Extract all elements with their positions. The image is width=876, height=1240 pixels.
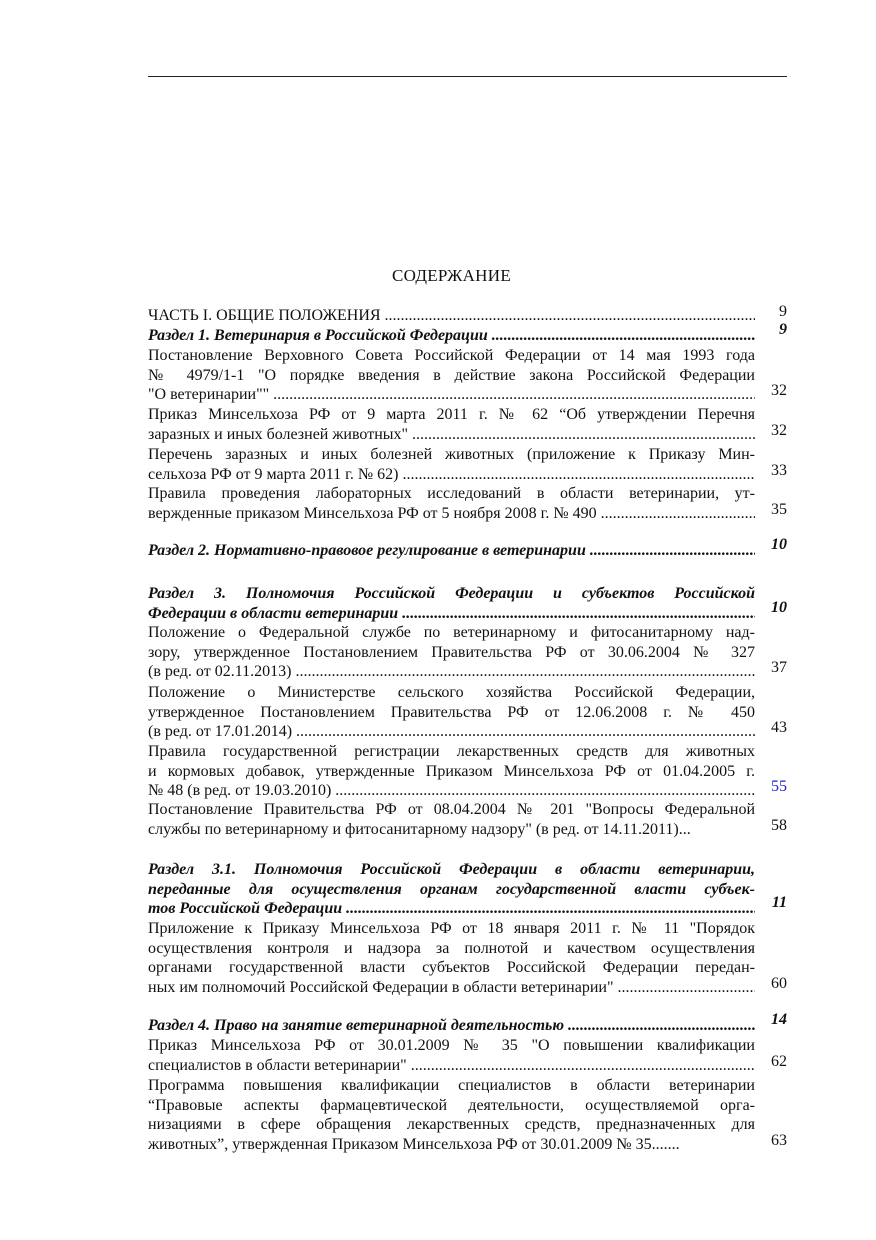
toc-entry-line: Раздел 4. Право на занятие ветеринарной деятельностью ..... — [148, 1016, 755, 1036]
toc-entry-line: утвержденное Постановлением Правительства РФ от 12.06.2008 г. № 450 — [148, 703, 755, 721]
toc-entry-line: Постановление Верховного Совета Российской Федерации от 14 мая 1993 года — [148, 347, 755, 364]
toc-entry-line: животных”, утвержденная Приказом Минсельхоза РФ от 30.01.2009 № 35....... — [148, 1135, 680, 1153]
toc-page-number: 11 — [771, 894, 787, 912]
toc-entry[interactable] — [148, 326, 755, 346]
toc-entry-line: Федерации в области ветеринарии ..... — [148, 604, 755, 624]
toc-page-number: 62 — [771, 1052, 787, 1070]
toc-entry-line: Раздел 1. Ветеринария в Российской Федерации ..... — [148, 326, 755, 346]
toc-entry-line: специалистов в области ветеринарии" ..... — [148, 1056, 755, 1076]
toc-entry[interactable] — [148, 742, 755, 801]
toc-page-number: 10 — [771, 536, 787, 553]
toc-entry-line: осуществления контроля и надзора за полнотой и качеством осуществления — [148, 939, 755, 957]
toc-entry-line: Программа повышения квалификации специалистов в области ветеринарии — [148, 1077, 755, 1094]
toc-entry-line: Приложение к Приказу Минсельхоза РФ от 18 января 2011 г. № 11 "Порядок — [148, 920, 755, 937]
toc-entry-line: службы по ветеринарному и фитосанитарному надзору" (в ред. от 14.11.2011)... — [148, 820, 691, 838]
toc-title: СОДЕРЖАНИЕ — [391, 266, 512, 285]
toc-entry-line: вержденные приказом Минсельхоза РФ от 5 ноября 2008 г. № 490 ..... — [148, 504, 755, 524]
toc-page-number: 63 — [771, 1131, 787, 1149]
toc-entry[interactable] — [148, 541, 755, 561]
toc-entry[interactable] — [148, 1036, 755, 1075]
toc-entry[interactable] — [148, 405, 755, 444]
toc-entry-line: сельхоза РФ от 9 марта 2011 г. № 62) ..... — [148, 465, 755, 485]
toc-entry-line: Приказ Минсельхоза РФ от 30.01.2009 № 35 "О повышении квалификации — [148, 1037, 755, 1054]
toc-page-number: 10 — [771, 598, 787, 616]
header-rule — [148, 76, 787, 77]
toc-page-number: 14 — [771, 1011, 787, 1028]
toc-entry-line: переданные для осуществления органам государственной власти субъек- — [148, 880, 755, 898]
toc-entry[interactable] — [148, 623, 755, 682]
toc-entry[interactable] — [148, 860, 755, 919]
toc-entry-line: Правила проведения лабораторных исследований в области ветеринарии, ут- — [148, 485, 755, 502]
toc-page-number: 32 — [771, 421, 787, 439]
toc-entry-line: Приказ Минсельхоза РФ от 9 марта 2011 г. № 62 “Об утверждении Перечня — [148, 406, 755, 423]
toc-page-number: 43 — [771, 719, 787, 737]
toc-page-number: 37 — [771, 659, 787, 677]
toc-entry[interactable] — [148, 683, 755, 742]
toc-page-number: 58 — [771, 816, 787, 834]
toc-page-number: 32 — [771, 382, 787, 400]
toc-entry[interactable] — [148, 484, 755, 523]
toc-entry[interactable] — [148, 346, 755, 405]
toc-entry-line: зору, утвержденное Постановлением Правительства РФ от 30.06.2004 № 327 — [148, 643, 755, 661]
toc-entry-line: Перечень заразных и иных болезней животных (приложение к Приказу Мин- — [148, 446, 755, 463]
toc-entry-line: Положение о Федеральной службе по ветеринарному и фитосанитарному над- — [148, 624, 755, 641]
toc-entry-line: Раздел 3.1. Полномочия Российской Федерации в области ветеринарии, — [148, 861, 755, 878]
toc-page-number: 9 — [779, 321, 787, 338]
toc-page-number: 33 — [771, 461, 787, 479]
toc-entry[interactable] — [148, 445, 755, 484]
toc-entry[interactable] — [148, 919, 755, 997]
toc-entry[interactable] — [148, 1076, 755, 1154]
toc-page-number: 60 — [771, 974, 787, 992]
toc-entry-line: (в ред. от 17.01.2014) ..... — [148, 722, 755, 742]
toc-entry-line: Положение о Министерстве сельского хозяйства Российской Федерации, — [148, 684, 755, 701]
toc-entry-line: “Правовые аспекты фармацевтической деятельности, осуществляемой орга- — [148, 1096, 755, 1114]
toc-page-number: 9 — [779, 303, 787, 320]
toc-entry-line: органами государственной власти субъектов Российской Федерации передан- — [148, 959, 755, 977]
toc-entry[interactable] — [148, 306, 755, 326]
toc-entry-line: и кормовых добавок, утвержденные Приказом Минсельхоза РФ от 01.04.2005 г. — [148, 762, 755, 780]
toc-page-number: 35 — [771, 500, 787, 518]
toc-entry[interactable] — [148, 584, 755, 623]
toc-entry-line: № 48 (в ред. от 19.03.2010) ..... — [148, 781, 755, 801]
toc-entry-line: "О ветеринарии"" ..... — [148, 385, 755, 405]
toc-entry-line: Раздел 3. Полномочия Российской Федерации и субъектов Российской — [148, 585, 755, 602]
toc-page-number: 55 — [771, 778, 787, 796]
toc-entry-line: заразных и иных болезней животных" ..... — [148, 425, 755, 445]
toc-entry-line: низациями в сфере обращения лекарственных средств, предназначенных для — [148, 1116, 755, 1134]
toc-entry[interactable] — [148, 1016, 755, 1036]
toc-entry-line: ЧАСТЬ I. ОБЩИЕ ПОЛОЖЕНИЯ ..... — [148, 306, 755, 326]
toc-entry-line: тов Российской Федерации ..... — [148, 899, 755, 919]
toc-entry-line: ных им полномочий Российской Федерации в области ветеринарии" ..... — [148, 978, 755, 998]
toc-entry-line: Постановление Правительства РФ от 08.04.2004 № 201 "Вопросы Федеральной — [148, 801, 755, 818]
toc-entry-line: Раздел 2. Нормативно-правовое регулирование в ветеринарии ..... — [148, 541, 755, 561]
toc-entry[interactable] — [148, 800, 755, 839]
toc-entry-line: № 4979/1-1 "О порядке введения в действие закона Российской Федерации — [148, 366, 755, 384]
toc-entry-line: (в ред. от 02.11.2013) ..... — [148, 662, 755, 682]
toc-entry-line: Правила государственной регистрации лекарственных средств для животных — [148, 743, 755, 760]
